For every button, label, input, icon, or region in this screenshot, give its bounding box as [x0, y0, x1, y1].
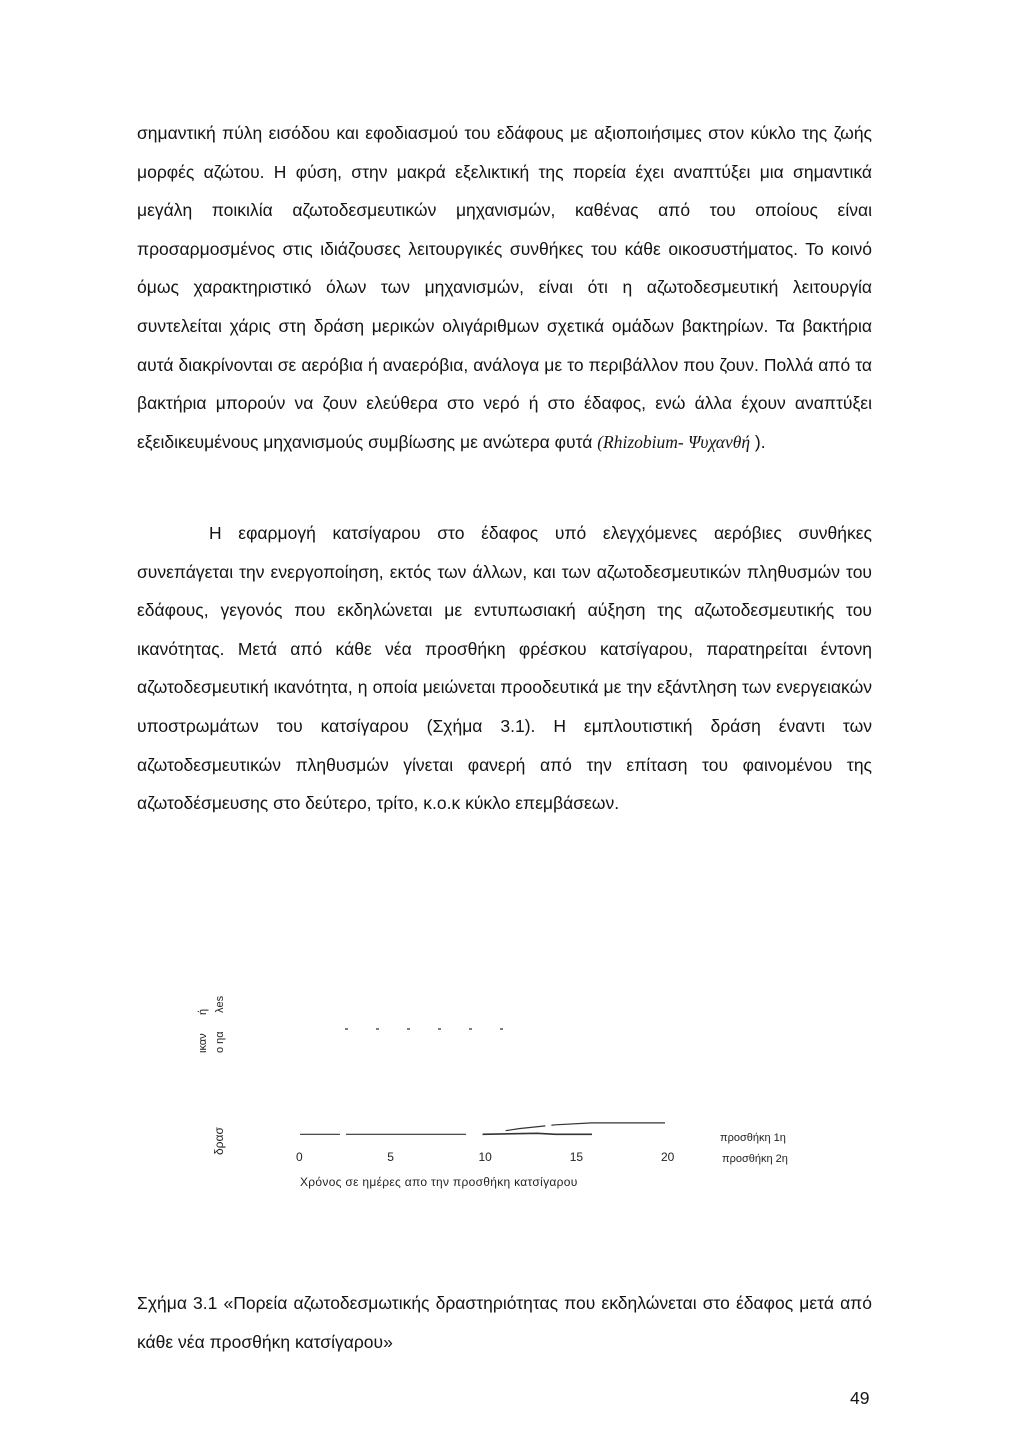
x-tick-label: 10 — [478, 1150, 492, 1164]
x-tick-label: 0 — [296, 1150, 303, 1164]
series-line-2 — [483, 1133, 593, 1134]
x-tick-label: 20 — [661, 1150, 675, 1164]
x-axis-label: Χρόνος σε ημέρες απο την προσθήκη κατσίγαρου — [300, 1175, 578, 1189]
y-axis-fragment-2: ο ηα — [214, 1031, 226, 1053]
figure-3-1 — [190, 965, 890, 1205]
y-axis-fragment-5: λes — [214, 995, 226, 1013]
paragraph-1-end: ). — [750, 431, 766, 452]
y-axis-fragment-1: δρασ — [212, 1127, 226, 1155]
body-paragraph-1 — [137, 114, 872, 461]
body-paragraph-2: Η εφαρμογή κατσίγαρου στο έδαφος υπό ελεγχόμενες αερόβιες συνθήκες συνεπάγεται την ενεργοποίηση, εκτός των άλλων, και των αζωτοδεσμευτικών πληθυσμών του εδάφους, γεγονός που εκδηλώνεται με εντυπωσιακή αύξηση της αζωτοδεσμευτικής του ικανότητας. Μετά από κάθε νέα προσθήκη φρέσκου κατσίγαρου, παρατηρείται έντονη αζωτοδεσμευτική ικανότητα, η οποία μειώνεται προοδευτικά με την εξάντληση των ενεργειακών υποστρωμάτων του κατσίγαρου (Σχήμα 3.1). Η εμπλουτιστική δράση έναντι των αζωτοδεσμευτικών πληθυσμών γίνεται φανερή από την επίταση του φαινομένου της αζωτοδέσμευσης στο δεύτερο, τρίτο, κ.ο.κ κύκλο επεμβάσεων. — [137, 523, 872, 814]
x-tick-label: 5 — [387, 1150, 394, 1164]
x-tick-label: 15 — [569, 1150, 584, 1164]
y-axis-fragment-4: ικαν — [197, 1033, 209, 1053]
paragraph-1-text: σημαντική πύλη εισόδου και εφοδιασμού του εδάφους με αξιοποιήσιμες στον κύκλο της ζωής μορφές αζώτου. Η φύση, στην μακρά εξελικτική της πορεία έχει αναπτύξει μια σημαντικά μεγάλη ποικιλία αζωτοδεσμευτικών μηχανισμών, καθένας από του οποίους είναι προσαρμοσμένος στις ιδιάζουσες λειτουργικές συνθήκες του κάθε οικοσυστήματος. Το κοινό όμως χαρακτηριστικό όλων των μηχανισμών, είναι ότι η αζωτοδεσμευτική λειτουργία συντελείται χάρις στη δράση μερικών ολιγάριθμων σχετικά ομάδων βακτηρίων. Τα βακτήρια αυτά διακρίνονται σε αερόβια ή αναερόβια, ανάλογα με το περιβάλλον που ζουν. Πολλά από τα βακτήρια μπορούν να ζουν ελεύθερα στο νερό ή στο έδαφος, ενώ άλλα έχουν αναπτύξει εξειδικευμένους μηχανισμούς συμβίωσης με ανώτερα φυτά — [137, 123, 872, 452]
legend-item-2: προσθήκη 2η — [722, 1153, 788, 1165]
nitrogen-fixation-chart — [190, 965, 890, 1205]
page-number: 49 — [850, 1388, 870, 1408]
series-layer — [300, 1123, 665, 1134]
series-line-1 — [300, 1123, 665, 1134]
y-axis-fragment-3: ή — [197, 1008, 209, 1015]
species-name: (Rhizobium- Ψυχανθή — [597, 431, 751, 452]
legend-item-1: προσθήκη 1η — [720, 1132, 786, 1144]
figure-caption: Σχήμα 3.1 «Πορεία αζωτοδεσμωτικής δραστηριότητας που εκδηλώνεται στο έδαφος μετά από κάθε νέα προσθήκη κατσίγαρου» — [137, 1293, 872, 1352]
x-tick-layer — [296, 1150, 675, 1164]
